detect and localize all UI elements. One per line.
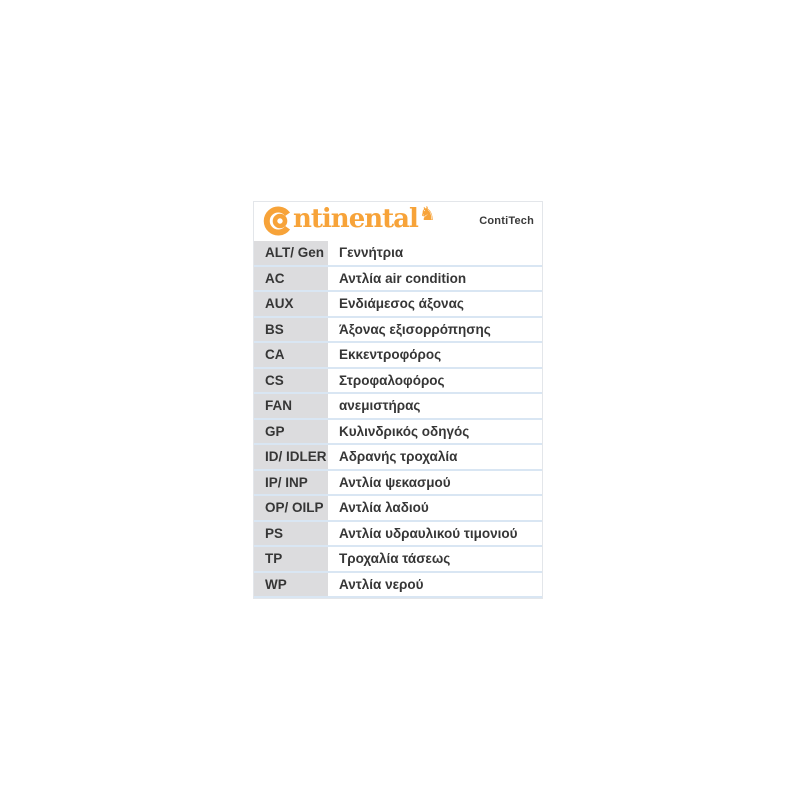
description-cell (331, 471, 542, 495)
description-cell (331, 522, 542, 546)
code-cell (254, 292, 331, 316)
code-cell (254, 267, 331, 291)
wordmark-text: ntinental (293, 204, 418, 234)
description-cell (331, 573, 542, 597)
table-row (254, 420, 542, 446)
description-label: Γεννήτρια (339, 245, 404, 261)
table-row (254, 343, 542, 369)
code-label: CS (265, 372, 284, 388)
description-cell (331, 547, 542, 571)
continental-logo (262, 206, 436, 236)
description-label: Κυλινδρικός οδηγός (339, 423, 470, 439)
table-row (254, 522, 542, 548)
description-label: Αντλία υδραυλικού τιμονιού (339, 525, 518, 541)
description-cell (331, 369, 542, 393)
description-label: Αντλία air condition (339, 270, 467, 286)
code-cell (254, 547, 331, 571)
code-cell (254, 445, 331, 469)
table-row (254, 369, 542, 395)
code-cell (254, 369, 331, 393)
code-cell (254, 241, 331, 265)
table-row (254, 547, 542, 573)
description-cell (331, 241, 542, 265)
code-cell (254, 420, 331, 444)
table-row (254, 318, 542, 344)
contitech-label: ContiTech (479, 214, 534, 227)
description-label: Αδρανής τροχαλία (339, 449, 458, 465)
brand-header (254, 202, 542, 239)
description-cell (331, 318, 542, 342)
description-label: Αντλία ψεκασμού (339, 474, 451, 490)
code-label: CA (265, 347, 285, 363)
description-cell (331, 343, 542, 367)
table-row (254, 394, 542, 420)
table-row (254, 471, 542, 497)
code-label: OP/ OILP (265, 500, 324, 516)
abbreviation-table-panel (253, 201, 543, 599)
description-label: ανεμιστήρας (339, 398, 421, 414)
description-label: Αντλία νερού (339, 576, 424, 592)
code-label: ID/ IDLER (265, 449, 327, 465)
code-label: ALT/ Gen (265, 245, 324, 261)
code-cell (254, 573, 331, 597)
code-label: AUX (265, 296, 294, 312)
code-label: TP (265, 551, 283, 567)
code-label: FAN (265, 398, 292, 414)
code-cell (254, 318, 331, 342)
table-row (254, 292, 542, 318)
code-cell (254, 343, 331, 367)
table-row (254, 267, 542, 293)
description-label: Στροφαλοφόρος (339, 372, 445, 388)
table-row (254, 445, 542, 471)
description-cell (331, 420, 542, 444)
description-cell (331, 267, 542, 291)
description-cell (331, 445, 542, 469)
description-cell (331, 292, 542, 316)
table-row (254, 496, 542, 522)
table-row (254, 241, 542, 267)
description-cell (331, 394, 542, 418)
description-label: Ενδιάμεσος άξονας (339, 296, 464, 312)
code-cell (254, 496, 331, 520)
code-cell (254, 394, 331, 418)
description-label: Τροχαλία τάσεως (339, 551, 451, 567)
code-label: GP (265, 423, 285, 439)
code-cell (254, 522, 331, 546)
description-cell (331, 496, 542, 520)
description-label: Άξονας εξισορρόπησης (339, 321, 491, 337)
code-label: IP/ INP (265, 474, 308, 490)
code-label: WP (265, 576, 287, 592)
table-row (254, 573, 542, 599)
table-body (254, 241, 542, 598)
horse-icon: ♞ (418, 204, 436, 225)
code-cell (254, 471, 331, 495)
code-label: BS (265, 321, 284, 337)
code-label: AC (265, 270, 285, 286)
code-label: PS (265, 525, 284, 541)
description-label: Αντλία λαδιού (339, 500, 429, 516)
description-label: Εκκεντροφόρος (339, 347, 442, 363)
